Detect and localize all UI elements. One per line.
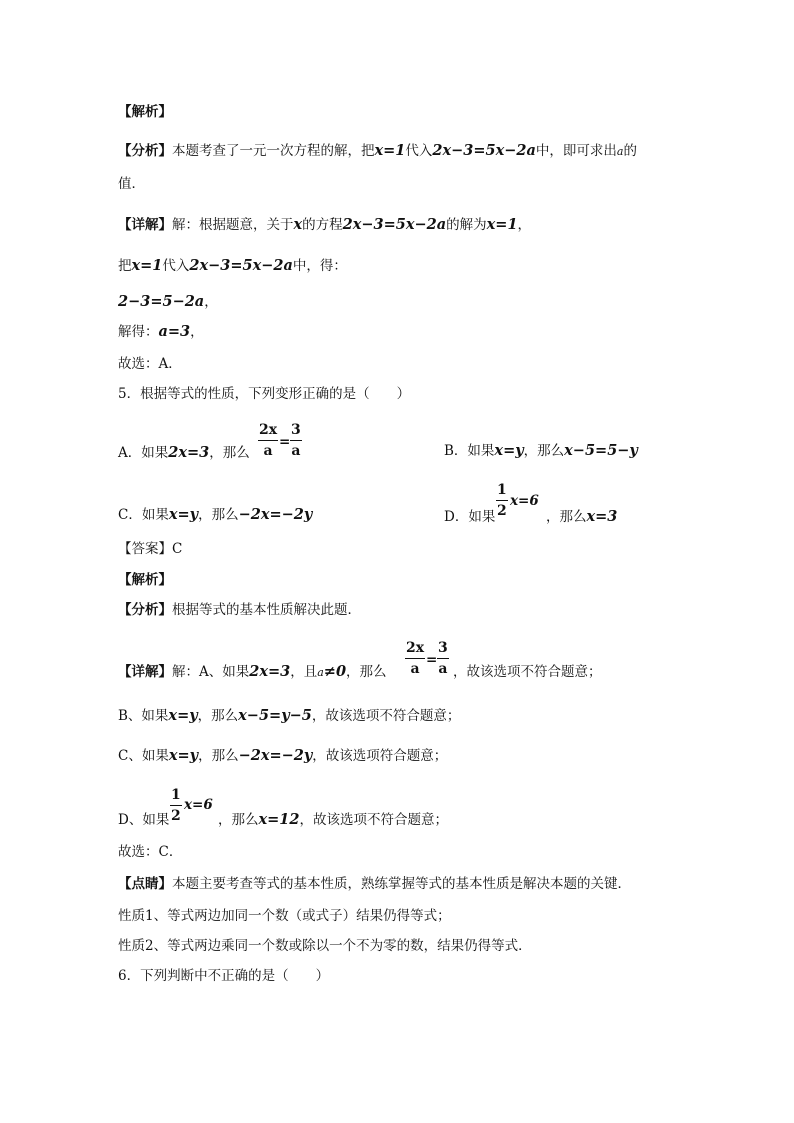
text: ，那么	[546, 509, 587, 525]
text: 本题主要考查等式的基本性质，熟练掌握等式的基本性质是解决本题的关键．	[172, 876, 631, 892]
text: 中，即可求出	[535, 143, 617, 159]
math: 2−3=5−2a	[118, 293, 205, 310]
denominator: a	[438, 661, 448, 677]
math: x=y	[494, 442, 524, 459]
math: x=y	[168, 707, 198, 724]
fraction-bar	[258, 440, 278, 441]
q4-analysis-line-2: 值．	[118, 176, 145, 192]
math-var: a	[616, 145, 624, 158]
analysis-tag: 【分析】	[118, 143, 172, 159]
denominator: 2	[171, 808, 181, 824]
math: x=1	[131, 257, 163, 274]
denominator: a	[410, 661, 420, 677]
equals-sign: =	[426, 652, 438, 668]
fraction	[437, 639, 449, 678]
denominator: a	[291, 443, 301, 459]
text: 的方程	[302, 217, 343, 233]
text: 解得：	[118, 324, 159, 340]
fraction-bar	[437, 658, 449, 659]
text: ，那么	[198, 507, 239, 523]
denominator: 2	[497, 503, 507, 519]
fraction-bar	[405, 658, 425, 659]
q4-step-line	[118, 292, 218, 312]
math-var: a	[317, 666, 324, 679]
fraction	[290, 421, 302, 460]
text: ，那么	[218, 812, 259, 828]
numerator: 3	[438, 640, 448, 656]
math: x=12	[258, 811, 300, 828]
option-d-rest	[546, 507, 617, 527]
property-2: 性质2、等式两边乘同一个数或除以一个不为零的数，结果仍得等式．	[118, 938, 532, 954]
math: ≠0	[323, 663, 347, 680]
math: x=1	[486, 216, 518, 233]
dianjing-tag: 【点睛】	[118, 876, 172, 892]
detail-d-label: D、如果	[118, 812, 170, 828]
math: x=y	[168, 747, 199, 764]
math: x−5=y−5	[238, 707, 312, 724]
option-d-label: D．如果	[444, 509, 496, 525]
text: ，那么	[198, 748, 239, 764]
math: 2x−3=5x−2a	[189, 257, 293, 274]
text: 根据等式的基本性质解决此题．	[172, 602, 361, 618]
analysis-tag: 【分析】	[118, 602, 172, 618]
math: 2x=3	[249, 663, 291, 680]
q5-stem: 5．根据等式的性质，下列变形正确的是（ ）	[118, 386, 411, 402]
math: a=3	[158, 323, 191, 340]
q5-analysis-line	[118, 600, 361, 620]
math: x=6	[510, 493, 539, 509]
q5-dianjing-line	[118, 874, 631, 894]
math: 2x=3	[168, 444, 210, 461]
detail-d-rest	[218, 810, 448, 830]
option-c	[118, 505, 312, 525]
text: ，故该选项不符合题意；	[311, 708, 461, 724]
text: 的解为	[446, 217, 487, 233]
text: ，	[190, 324, 204, 340]
q4-jiexi-heading: 【解析】	[118, 104, 172, 120]
q5-choose-line: 故选：C．	[118, 844, 183, 860]
math: 2x−3=5x−2a	[342, 216, 447, 233]
text: ，	[204, 294, 218, 310]
text: 代入	[405, 143, 433, 159]
q6-stem: 6．下列判断中不正确的是（ ）	[118, 968, 330, 984]
detail-a-end: ，故该选项不符合题意；	[453, 664, 602, 680]
numerator: 1	[171, 787, 181, 803]
text: ，那么	[197, 708, 239, 724]
option-b	[444, 441, 638, 461]
detail-b	[118, 706, 460, 726]
q4-solve-line	[118, 322, 204, 342]
text: ，那么	[523, 443, 565, 459]
numerator: 3	[291, 422, 301, 438]
text: C．如果	[118, 507, 169, 523]
q5-answer: 【答案】C	[118, 541, 183, 557]
text: 把	[118, 258, 132, 274]
math: x=y	[168, 506, 199, 523]
fraction-bar	[290, 440, 302, 441]
numerator: 2x	[406, 640, 425, 656]
detail-c	[118, 746, 447, 766]
text: ，那么	[209, 445, 250, 461]
text: B．如果	[444, 443, 495, 459]
text: 解：根据题意，关于	[172, 217, 294, 233]
fraction	[258, 421, 278, 460]
math: x=6	[184, 797, 213, 813]
text: ，	[517, 217, 532, 233]
fraction	[405, 639, 425, 678]
detail-tag: 【详解】	[118, 664, 172, 680]
q4-substitute-line	[118, 256, 347, 276]
equals-sign: =	[279, 434, 291, 450]
numerator: 2x	[259, 422, 278, 438]
text: C、如果	[118, 748, 169, 764]
text: 代入	[162, 258, 190, 274]
q4-detail-line	[118, 215, 531, 235]
math: 2x−3=5x−2a	[432, 142, 536, 159]
detail-a	[118, 662, 387, 683]
math: x	[293, 216, 303, 233]
text: ，故该选项符合题意；	[312, 748, 448, 764]
text: 的	[623, 143, 637, 159]
text: 本题考查了一元一次方程的解，把	[172, 143, 375, 159]
detail-tag: 【详解】	[118, 217, 172, 233]
text: ，那么	[346, 664, 387, 680]
numerator: 1	[497, 482, 507, 498]
property-1: 性质1、等式两边加同一个数（或式子）结果仍得等式；	[118, 908, 451, 924]
fraction	[170, 786, 182, 825]
math: −2x=−2y	[238, 506, 313, 523]
math: x−5=5−y	[564, 442, 638, 459]
fraction-bar	[496, 500, 508, 501]
text: B、如果	[118, 708, 169, 724]
text: A．如果	[118, 445, 169, 461]
option-a	[118, 443, 250, 463]
text: ，故该选项不符合题意；	[299, 812, 448, 828]
math: x=1	[374, 142, 406, 159]
q4-choose-line: 故选：A．	[118, 356, 182, 372]
q5-jiexi-heading: 【解析】	[118, 572, 172, 588]
math: −2x=−2y	[238, 747, 313, 764]
denominator: a	[263, 443, 273, 459]
fraction	[496, 481, 508, 520]
text: 解：A、如果	[172, 664, 250, 680]
math: x=3	[586, 508, 618, 525]
text: 中，得：	[292, 258, 347, 274]
q4-analysis-line	[118, 141, 637, 162]
fraction-bar	[170, 805, 182, 806]
text: ，且	[290, 664, 318, 680]
